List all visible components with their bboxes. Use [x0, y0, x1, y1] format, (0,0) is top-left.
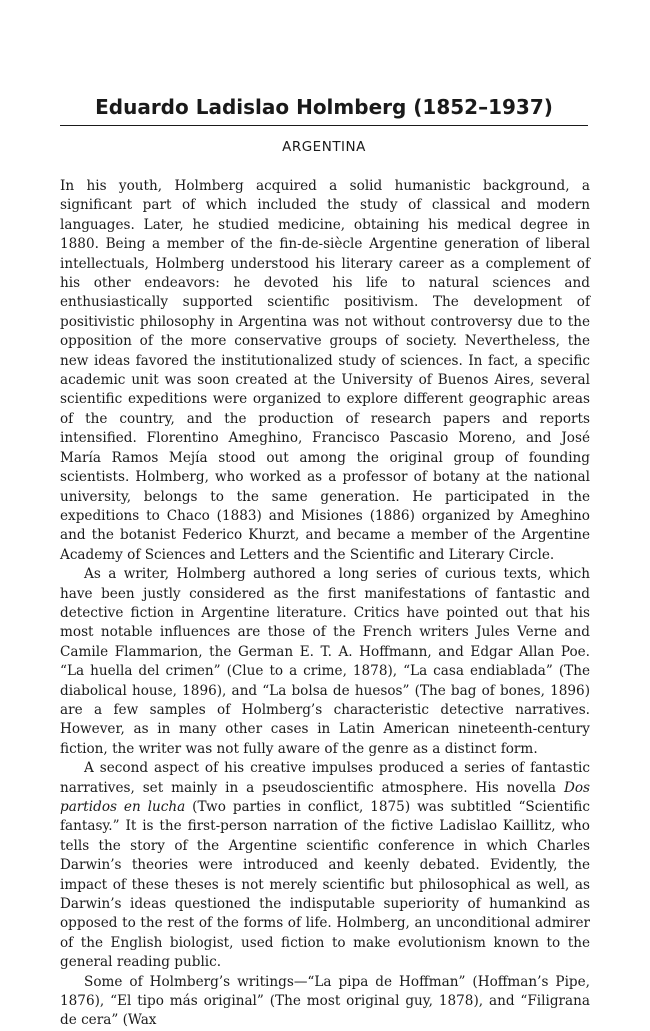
paragraph-4: Some of Holmberg’s writings—“La pipa de Hoffman” (Hoffman’s Pipe, 1876), “El tipo más original” (The most original guy, 1878), and “Filigrana de cera” (Wax [60, 973, 590, 1029]
title-rule [60, 125, 588, 126]
paragraph-3 [60, 759, 590, 972]
paragraph-3-rest: (Two parties in conflict, 1875) was subtitled “Scientific fantasy.” It is the first-person narration of the fictive Ladislao Kaillitz, who tells the story of the Argentine scientific conference in which Charles Darwin’s theories were introduced and keenly debated. Evidently, the impact of these theses is not merely scientific but philosophical as well, as Darwin’s ideas questioned the indisputable superiority of humankind as opposed to the rest of the forms of life. Holmberg, an unconditional admirer of the English biologist, used fiction to make evolutionism known to the general reading public. [60, 799, 590, 971]
paragraph-1: In his youth, Holmberg acquired a solid humanistic background, a significant part of which included the study of classical and modern languages. Later, he studied medicine, obtaining his medical degree in 1880. Being a member of the fin-de-siècle Argentine generation of liberal intellectuals, Holmberg understood his literary career as a complement of his other endeavors: he devoted his life to natural sciences and enthusiastically supported scientific positivism. The development of positivistic philosophy in Argentina was not without controversy due to the opposition of the more conservative groups of society. Nevertheless, the new ideas favored the institutionalized study of sciences. In fact, a specific academic unit was soon created at the University of Buenos Aires, several scientific expeditions were organized to explore different geographic areas of the country, and the production of research papers and reports intensified. Florentino Ameghino, Francisco Pascasio Moreno, and José María Ramos Mejía stood out among the original group of founding scientists. Holmberg, who worked as a professor of botany at the national university, belongs to the same generation. He participated in the expeditions to Chaco (1883) and Misiones (1886) organized by Ameghino and the botanist Federico Khurzt, and became a member of the Argentine Academy of Sciences and Letters and the Scientific and Literary Circle. [60, 178, 590, 563]
novella-title: Dos partidos en lucha [60, 779, 590, 815]
body-text [60, 177, 590, 1031]
paragraph-3-lead: A second aspect of his creative impulses produced a series of fantastic narratives, set mainly in a pseudoscientific atmosphere. His novella [60, 760, 590, 796]
entry-title: Eduardo Ladislao Holmberg (1852–1937) [95, 95, 553, 119]
entry-country: ARGENTINA [282, 139, 366, 155]
paragraph-2: As a writer, Holmberg authored a long series of curious texts, which have been justly considered as the first manifestations of fantastic and detective fiction in Argentine literature. Critics have pointed out that his most notable influences are those of the French writers Jules Verne and Camile Flammarion, the German E. T. A. Hoffmann, and Edgar Allan Poe. “La huella del crimen” (Clue to a crime, 1878), “La casa endiablada” (The diabolical house, 1896), and “La bolsa de huesos” (The bag of bones, 1896) are a few samples of Holmberg’s characteristic detective narratives. However, as in many other cases in Latin American nineteenth-century fiction, the writer was not fully aware of the genre as a distinct form. [60, 566, 590, 757]
